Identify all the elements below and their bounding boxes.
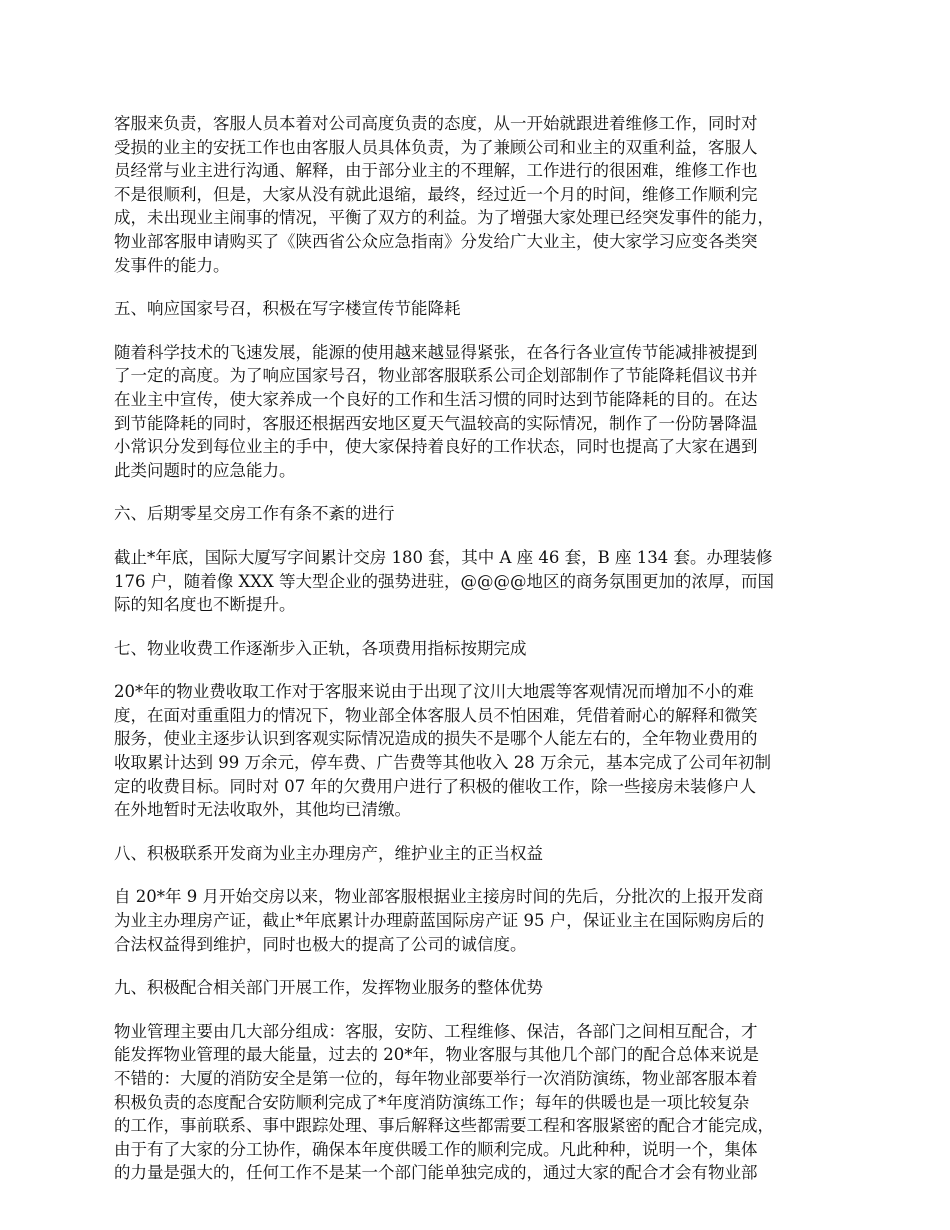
paragraph-line: 不是很顺利，但是，大家从没有就此退缩，最终，经过近一个月的时间，维修工作顺利完 [114,184,758,204]
section-heading: 五、响应国家号召，积极在写字楼宣传节能降耗 [114,299,461,319]
paragraph-line: 在业主中宣传，使大家养成一个良好的工作和生活习惯的同时达到节能降耗的目的。在达 [114,389,758,409]
paragraph-line: 员经常与业主进行沟通、解释，由于部分业主的不理解，工作进行的很困难，维修工作也 [114,161,758,181]
paragraph-line: 客服来负责，客服人员本着对公司高度负责的态度，从一开始就跟进着维修工作，同时对 [114,114,758,133]
paragraph-line: 截止*年底，国际大厦写字间累计交房 180 套，其中 A 座 46 套，B 座 134 套。办理装修 [114,547,773,567]
paragraph-line: 20*年的物业费收取工作对于客服来说由于出现了汶川大地震等客观情况而增加不小的难 [114,682,754,702]
paragraph-line: 积极负责的态度配合安防顺利完成了*年度消防演练工作；每年的供暖也是一项比较复杂 [114,1092,750,1112]
paragraph-line: 此类问题时的应急能力。 [114,460,296,480]
paragraph-line: 际的知名度也不断提升。 [114,595,296,615]
paragraph-line: 了一定的高度。为了响应国家号召，物业部客服联系公司企划部制作了节能降耗倡议书并 [114,366,758,386]
paragraph-line: 不错的：大厦的消防安全是第一位的，每年物业部要举行一次消防演练，物业部客服本着 [114,1069,758,1088]
body-paragraph [114,341,854,483]
paragraph-line: 到节能降耗的同时，客服还根据西安地区夏天气温较高的实际情况，制作了一份防暑降温 [114,413,758,433]
paragraph-line: 的力量是强大的，任何工作不是某一个部门能单独完成的，通过大家的配合才会有物业部 [114,1163,758,1183]
paragraph-line: 为业主办理房产证，截止*年底累计办理蔚蓝国际房产证 95 户，保证业主在国际购房后的 [114,911,765,931]
body-paragraph [114,885,854,956]
section-heading: 七、物业收费工作逐渐步入正轨，各项费用指标按期完成 [114,638,527,658]
paragraph-line: 物业部客服申请购买了《陕西省公众应急指南》分发给广大业主，使大家学习应变各类突 [114,231,758,251]
paragraph-line: 合法权益得到维护，同时也极大的提高了公司的诚信度。 [114,934,527,954]
paragraph-line: 小常识分发到每位业主的手中，使大家保持着良好的工作状态，同时也提高了大家在遇到 [114,437,758,457]
paragraph-line: 的工作，事前联系、事中跟踪处理、事后解释这些都需要工程和客服紧密的配合才能完成， [114,1116,774,1136]
paragraph-line: 自 20*年 9 月开始交房以来，物业部客服根据业主接房时间的先后，分批次的上报开发商 [114,887,764,907]
paragraph-line: 定的收费目标。同时对 07 年的欠费用户进行了积极的催收工作，除一些接房未装修户人 [114,776,756,796]
paragraph-line: 物业管理主要由几大部分组成：客服，安防、工程维修、保洁，各部门之间相互配合，才 [114,1021,758,1041]
paragraph-line: 176 户，随着像 XXX 等大型企业的强势进驻，@@@@地区的商务氛围更加的浓厚，而国 [114,571,774,591]
paragraph-line: 受损的业主的安抚工作也由客服人员具体负责，为了兼顾公司和业主的双重利益，客服人 [114,137,758,157]
paragraph-line: 发事件的能力。 [114,255,230,275]
paragraph-line: 成，未出现业主闹事的情况，平衡了双方的利益。为了增强大家处理已经突发事件的能力， [114,208,774,228]
paragraph-line: 随着科学技术的飞速发展，能源的使用越来越显得紧张，在各行各业宣传节能减排被提到 [114,342,758,362]
section-heading: 九、积极配合相关部门开展工作，发挥物业服务的整体优势 [114,978,543,998]
section-heading: 六、后期零星交房工作有条不紊的进行 [114,504,395,524]
body-paragraph [114,546,854,617]
body-paragraph [114,1020,854,1185]
section-heading: 八、积极联系开发商为业主办理房产，维护业主的正当权益 [114,843,543,863]
body-paragraph [114,680,854,822]
paragraph-line: 能发挥物业管理的最大能量，过去的 20*年，物业客服与其他几个部门的配合总体来说是 [114,1045,759,1065]
body-paragraph [114,112,854,277]
paragraph-line: 度，在面对重重阻力的情况下，物业部全体客服人员不怕困难，凭借着耐心的解释和微笑 [114,705,758,725]
paragraph-line: 服务，使业主逐步认识到客观实际情况造成的损失不是哪个人能左右的，全年物业费用的 [114,729,758,749]
paragraph-line: 由于有了大家的分工协作，确保本年度供暖工作的顺利完成。凡此种种，说明一个，集体 [114,1139,758,1159]
paragraph-line: 在外地暂时无法收取外，其他均已清缴。 [114,800,411,820]
document-page [114,112,854,1205]
paragraph-line: 收取累计达到 99 万余元，停车费、广告费等其他收入 28 万余元，基本完成了公司年初制 [114,753,771,773]
